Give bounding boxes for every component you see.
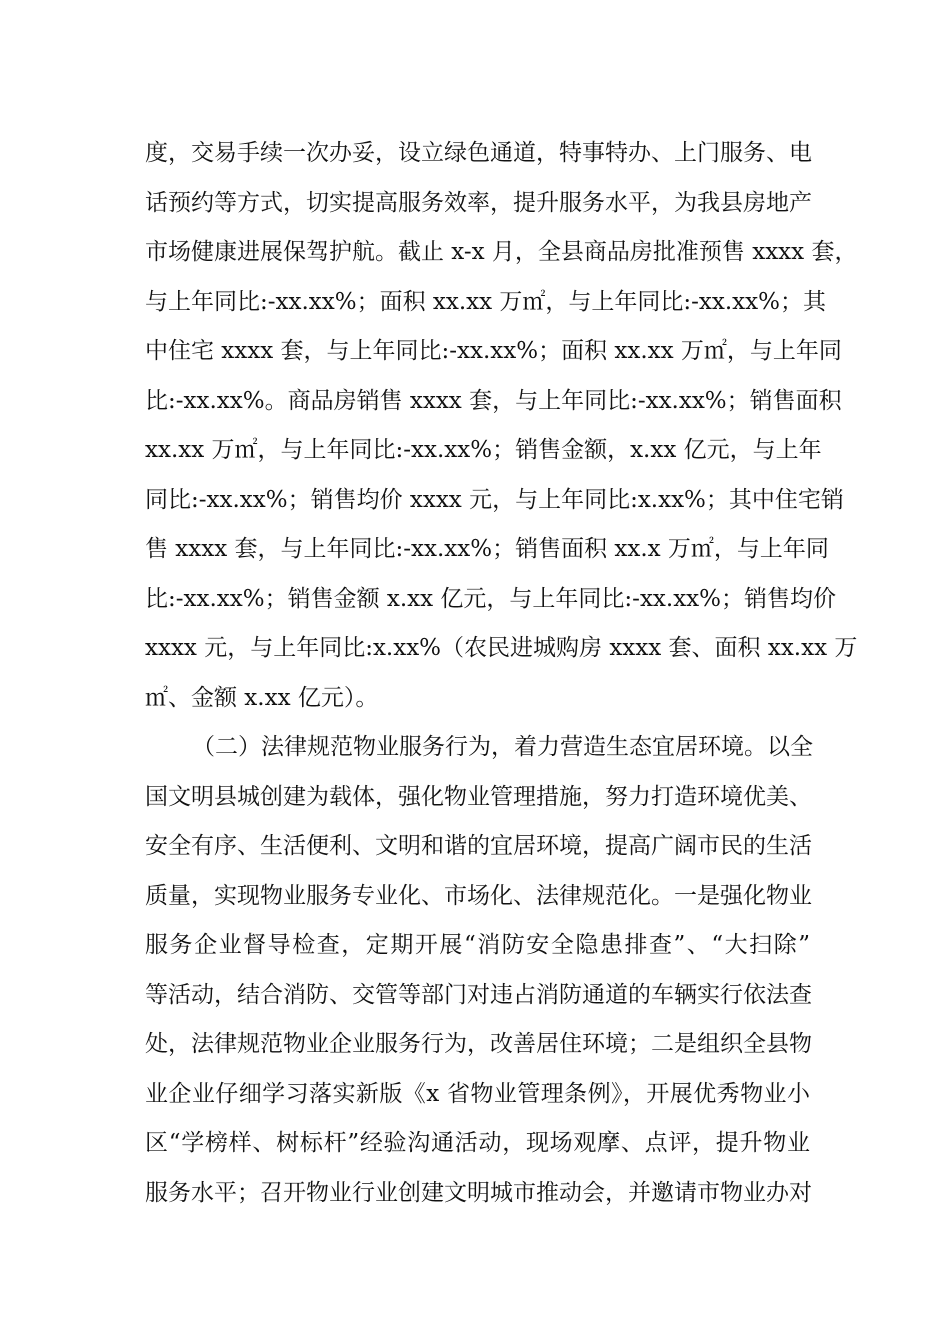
text-line: ㎡、金额 x.xx 亿元）。 [145, 685, 379, 711]
text-line: 等活动，结合消防、交管等部门对违占消防通道的车辆实行依法查 [145, 982, 812, 1008]
text-line: 与上年同比:-xx.xx%；面积 xx.xx 万㎡，与上年同比:-xx.xx%；其 [145, 289, 826, 315]
text-line: xxxx 元，与上年同比:x.xx%（农民进城购房 xxxx 套、面积 xx.xx 万 [145, 635, 858, 661]
text-line: xx.xx 万㎡，与上年同比:-xx.xx%；销售金额，x.xx 亿元，与上年 [145, 437, 822, 463]
text-line: 国文明县城创建为载体，强化物业管理措施，努力打造环境优美、 [145, 784, 812, 810]
text-line: 服务企业督导检查，定期开展“消防安全隐患排查”、“大扫除” [145, 932, 810, 958]
text-line: 比:-xx.xx%。商品房销售 xxxx 套，与上年同比:-xx.xx%；销售面积 [145, 388, 842, 414]
text-line: 质量，实现物业服务专业化、市场化、法律规范化。一是强化物业 [145, 883, 812, 909]
text-line: 业企业仔细学习落实新版《x 省物业管理条例》，开展优秀物业小 [145, 1081, 810, 1107]
text-line: 中住宅 xxxx 套，与上年同比:-xx.xx%；面积 xx.xx 万㎡，与上年同 [145, 338, 842, 364]
text-line: 同比:-xx.xx%；销售均价 xxxx 元，与上年同比:x.xx%；其中住宅销 [145, 487, 844, 513]
text-line: 比:-xx.xx%；销售金额 x.xx 亿元，与上年同比:-xx.xx%；销售均价 [145, 586, 836, 612]
text-line: 售 xxxx 套，与上年同比:-xx.xx%；销售面积 xx.x 万㎡，与上年同 [145, 536, 829, 562]
text-line: 区“学榜样、树标杆”经验沟通活动，现场观摩、点评，提升物业 [145, 1130, 810, 1156]
text-line: 度，交易手续一次办妥，设立绿色通道，特事特办、上门服务、电 [145, 140, 812, 166]
text-line: 话预约等方式，切实提高服务效率，提升服务水平，为我县房地产 [145, 190, 812, 216]
text-line: 市场健康进展保驾护航。截止 x-x 月，全县商品房批准预售 xxxx 套， [145, 239, 858, 265]
text-line: （二）法律规范物业服务行为，着力营造生态宜居环境。以全 [192, 734, 813, 760]
text-line: 处，法律规范物业企业服务行为，改善居住环境；二是组织全县物 [145, 1031, 812, 1057]
text-line: 服务水平；召开物业行业创建文明城市推动会，并邀请市物业办对 [145, 1180, 812, 1206]
text-line: 安全有序、生活便利、文明和谐的宜居环境，提高广阔市民的生活 [145, 833, 812, 859]
